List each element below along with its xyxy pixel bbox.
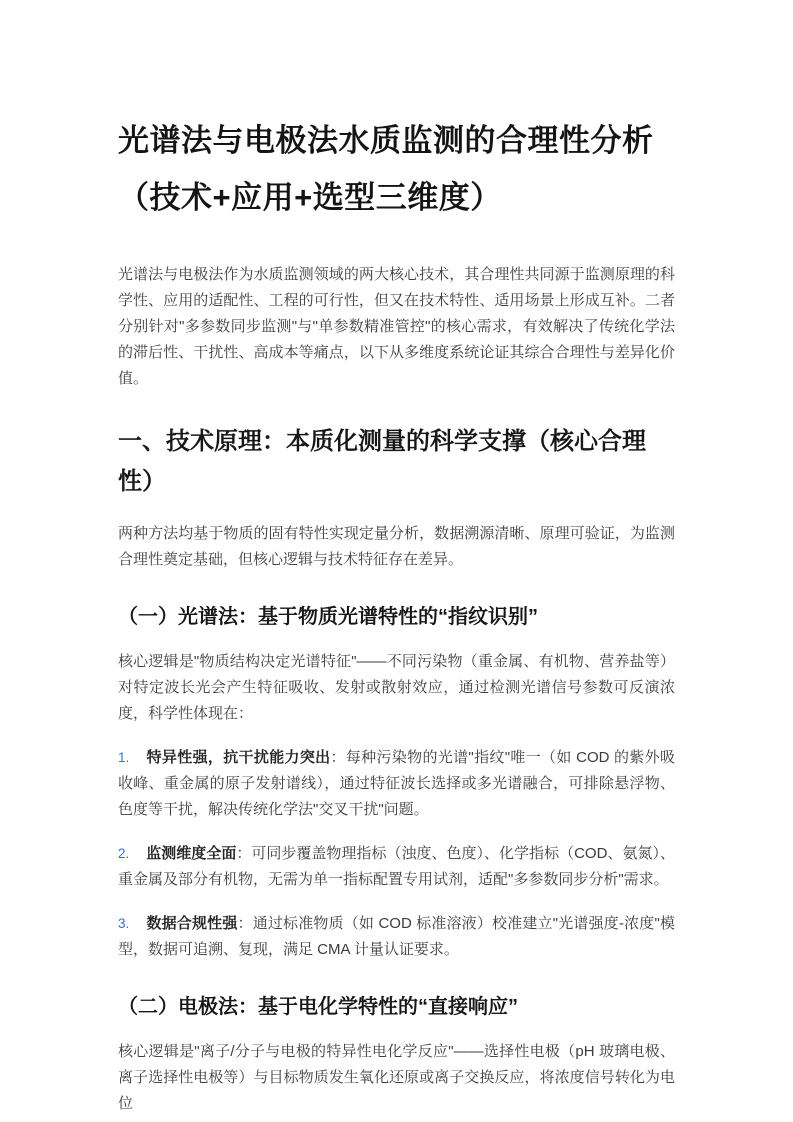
list-item-3-label: 数据合规性强	[146, 914, 238, 932]
section-1-lead-paragraph: 两种方法均基于物质的固有特性实现定量分析，数据溯源清晰、原理可验证，为监测合理性奠定基础，但核心逻辑与技术特征存在差异。	[118, 524, 675, 568]
list-item-2-body: ：可同步覆盖物理指标（浊度、色度）、化学指标（COD、氨氮）、重金属及部分有机物，无需为单一指标配置专用试剂，适配"多参数同步分析"需求。	[118, 844, 675, 888]
list-item-2	[118, 841, 675, 893]
subsection-1-2-lead-paragraph: 核心逻辑是"离子/分子与电极的特异性电化学反应"——选择性电极（pH 玻璃电极、离子选择性电极等）与目标物质发生氧化还原或离子交换反应，将浓度信号转化为电位	[118, 1042, 675, 1112]
list-item-3-number: 3.	[118, 915, 130, 931]
list-item-2-number: 2.	[118, 845, 130, 861]
list-item-1-label: 特异性强，抗干扰能力突出	[146, 748, 331, 766]
subsection-heading-1-2: （二）电极法：基于电化学特性的“直接响应”	[118, 995, 518, 1018]
list-item-1-number: 1.	[118, 749, 130, 765]
page-title: 光谱法与电极法水质监测的合理性分析（技术+应用+选型三维度）	[118, 123, 654, 216]
subsection-heading-1-1: （一）光谱法：基于物质光谱特性的“指纹识别”	[118, 605, 538, 628]
subsection-1-1-lead-paragraph: 核心逻辑是"物质结构决定光谱特征"——不同污染物（重金属、有机物、营养盐等）对特定波长光会产生特征吸收、发射或散射效应，通过检测光谱信号参数可反演浓度，科学性体现在：	[118, 652, 675, 722]
intro-paragraph: 光谱法与电极法作为水质监测领域的两大核心技术，其合理性共同源于监测原理的科学性、应用的适配性、工程的可行性，但又在技术特性、适用场景上形成互补。二者分别针对"多参数同步监测"与"单参数精准管控"的核心需求，有效解决了传统化学法的滞后性、干扰性、高成本等痛点，以下从多维度系统论证其综合合理性与差异化价值。	[118, 266, 675, 388]
list-item-1	[118, 745, 675, 823]
list-item-3	[118, 911, 675, 963]
list-item-2-label: 监测维度全面	[146, 844, 237, 862]
list-item-1-body: ：每种污染物的光谱"指纹"唯一（如 COD 的紫外吸收峰、重金属的原子发射谱线），通过特征波长选择或多光谱融合，可排除悬浮物、色度等干扰，解决传统化学法"交叉干扰"问题。	[118, 748, 675, 818]
section-heading-1: 一、技术原理：本质化测量的科学支撑（核心合理性）	[118, 428, 646, 496]
list-item-3-body: ：通过标准物质（如 COD 标准溶液）校准建立"光谱强度-浓度"模型，数据可追溯、复现，满足 CMA 计量认证要求。	[118, 914, 675, 958]
